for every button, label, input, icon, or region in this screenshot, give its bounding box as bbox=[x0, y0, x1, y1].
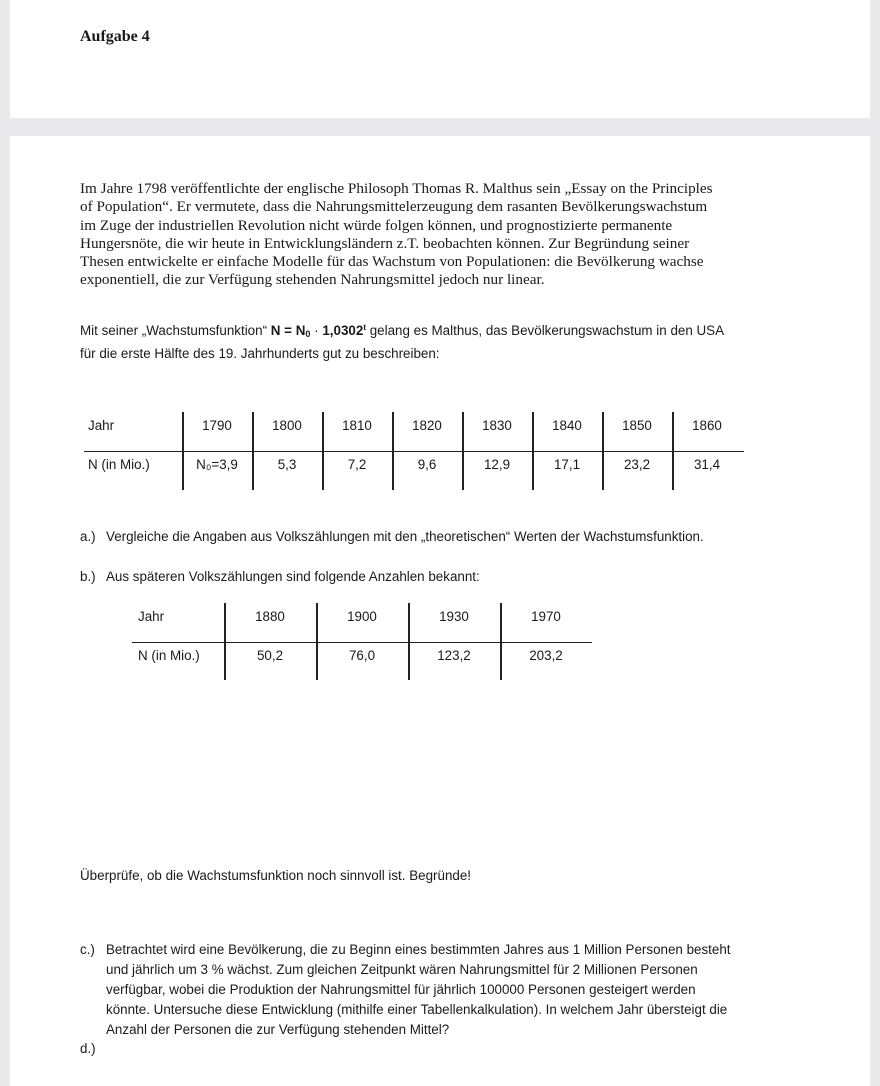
intro-line: Hungersnöte, die wir heute in Entwicklungsländern z.T. beobachten können. Zur Begründung seiner bbox=[80, 234, 690, 252]
question-b bbox=[80, 567, 840, 587]
table-cell-value: 50,2 bbox=[256, 648, 284, 663]
question-c-number: c.) bbox=[80, 942, 95, 957]
question-c-line: verfügbar, wobei die Produktion der Nahrungsmittel für jährlich 100000 Personen gesteigert werden bbox=[106, 982, 696, 997]
formula-exponent: t bbox=[363, 323, 366, 332]
table-cell-value: 123,2 bbox=[437, 648, 471, 663]
formula-n0 bbox=[296, 323, 311, 338]
formula-base bbox=[322, 323, 366, 338]
table-row-label: Jahr bbox=[88, 418, 115, 433]
question-b-number: b.) bbox=[80, 569, 96, 584]
question-c-line: und jährlich um 3 % wächst. Zum gleichen Zeitpunkt wären Nahrungsmittel für 2 Millionen Personen bbox=[106, 962, 698, 977]
sentence-part1: Mit seiner „Wachstumsfunktion“ bbox=[80, 323, 268, 338]
table-cell-year: 1820 bbox=[412, 418, 442, 433]
question-c-line: Anzahl der Personen die zur Verfügung stehenden Mittel? bbox=[106, 1022, 450, 1037]
table-cell-year: 1800 bbox=[272, 418, 302, 433]
sentence-part2: gelang es Malthus, das Bevölkerungswachstum in den USA bbox=[369, 323, 725, 338]
table-cell-value: N₀=3,9 bbox=[196, 457, 238, 472]
table-cell-value: 76,0 bbox=[348, 648, 376, 663]
intro-line: of Population“. Er vermutete, dass die Nahrungsmittelerzeugung dem rasanten Bevölkerungswachstum bbox=[80, 198, 708, 216]
check-instruction: Überprüfe, ob die Wachstumsfunktion noch sinnvoll ist. Begründe! bbox=[80, 868, 472, 883]
question-d-number: d.) bbox=[80, 1041, 96, 1056]
question-b-text: Aus späteren Volkszählungen sind folgende Anzahlen bekannt: bbox=[106, 569, 480, 584]
table-cell-value: 12,9 bbox=[483, 457, 511, 472]
formula-equals: = bbox=[284, 323, 292, 338]
page-top-sheet bbox=[10, 0, 870, 118]
table-cell-value: 9,6 bbox=[417, 457, 437, 472]
intro-line: im Zuge der industriellen Revolution nicht würde folgen können, und prognostizierte permanente bbox=[80, 216, 673, 234]
formula-n0-subscript: 0 bbox=[305, 329, 311, 339]
question-c-text bbox=[106, 940, 731, 1040]
intro-line: Im Jahre 1798 veröffentlichte der englische Philosoph Thomas R. Malthus sein „Essay on the Principles bbox=[80, 180, 713, 197]
table-cell-value: 31,4 bbox=[693, 457, 721, 472]
intro-line: exponentiell, die zur Verfügung stehenden Nahrungsmittel jedoch nur linear. bbox=[80, 271, 545, 289]
question-a-number: a.) bbox=[80, 529, 96, 544]
table-cell-value: 203,2 bbox=[529, 648, 563, 663]
sentence-line-1 bbox=[80, 318, 840, 344]
formula-base-value: 1,0302 bbox=[322, 323, 364, 338]
formula-n0-letter: N bbox=[295, 323, 306, 338]
question-c-line: Betrachtet wird eine Bevölkerung, die zu Beginn eines bestimmten Jahres aus 1 Million Personen besteht bbox=[106, 942, 731, 957]
table-row-label: N (in Mio.) bbox=[138, 648, 200, 663]
table-cell-year: 1880 bbox=[255, 609, 285, 624]
intro-paragraph bbox=[80, 180, 820, 290]
task-heading: Aufgabe 4 bbox=[80, 28, 150, 45]
table-cell-year: 1970 bbox=[531, 609, 561, 624]
question-c bbox=[80, 940, 840, 1040]
table-cell-year: 1930 bbox=[439, 609, 469, 624]
table-cell-value: 7,2 bbox=[347, 457, 367, 472]
growth-function-sentence bbox=[80, 318, 840, 364]
table-cell-year: 1900 bbox=[347, 609, 377, 624]
table-cell-year: 1830 bbox=[482, 418, 512, 433]
table-cell-value: 23,2 bbox=[623, 457, 651, 472]
table-cell-year: 1790 bbox=[202, 418, 232, 433]
intro-line: Thesen entwickelte er einfache Modelle für das Wachstum von Populationen: die Bevölkerung wachse bbox=[80, 253, 704, 271]
question-c-line: könnte. Untersuche diese Entwicklung (mithilfe einer Tabellenkalkulation). In welchem Jahr übersteigt die bbox=[106, 1002, 728, 1017]
sentence-line-2: für die erste Hälfte des 19. Jahrhunderts gut zu beschreiben: bbox=[80, 346, 440, 361]
question-a bbox=[80, 527, 840, 547]
table-cell-year: 1840 bbox=[552, 418, 582, 433]
table-row-label: Jahr bbox=[138, 609, 165, 624]
table-cell-value: 5,3 bbox=[277, 457, 297, 472]
table-cell-year: 1810 bbox=[342, 418, 372, 433]
table-cell-year: 1850 bbox=[622, 418, 652, 433]
table-cell-year: 1860 bbox=[692, 418, 722, 433]
table-cell-value: 17,1 bbox=[553, 457, 581, 472]
question-a-text: Vergleiche die Angaben aus Volkszählungen mit den „theoretischen“ Werten der Wachstumsfunktion. bbox=[106, 529, 704, 544]
formula-dot: · bbox=[314, 323, 319, 338]
formula-n: N bbox=[270, 323, 281, 338]
table-row-label: N (in Mio.) bbox=[88, 457, 150, 472]
